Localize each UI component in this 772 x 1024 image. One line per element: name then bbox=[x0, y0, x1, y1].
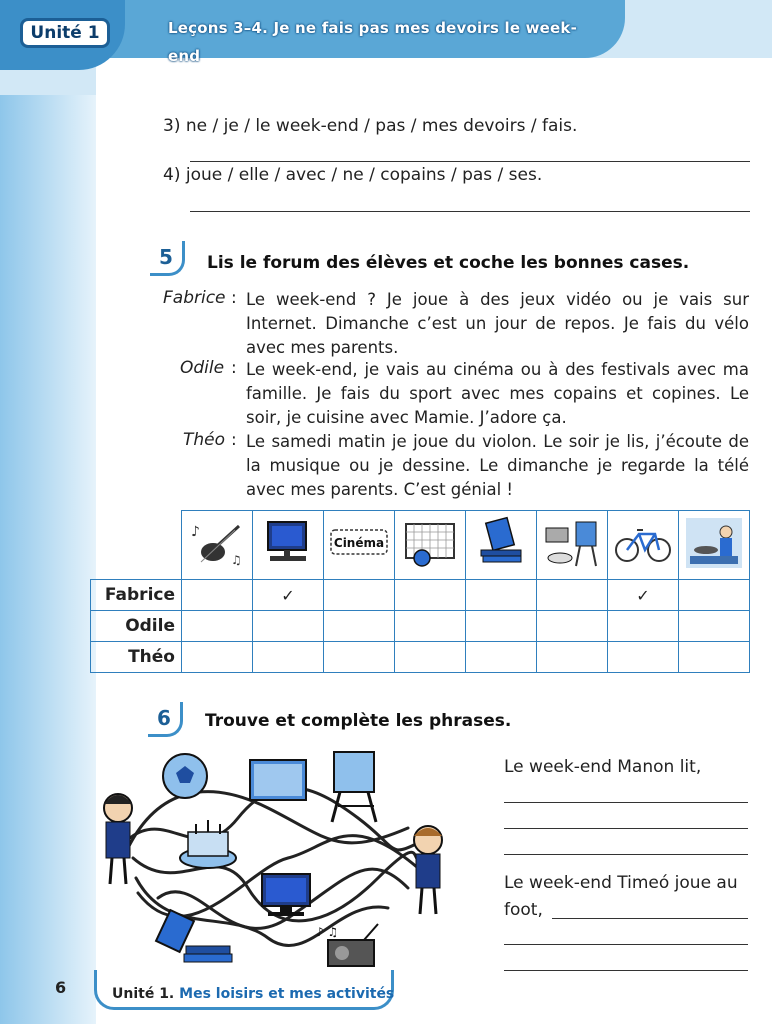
check-cell[interactable] bbox=[182, 642, 253, 673]
exercise-number-badge: 6 bbox=[148, 702, 183, 737]
football-goal-icon bbox=[395, 511, 466, 580]
exercise5-title: Lis le forum des élèves et coche les bonnes cases. bbox=[207, 253, 690, 273]
bicycle-icon bbox=[608, 511, 679, 580]
girl-character bbox=[104, 794, 132, 884]
check-cell[interactable] bbox=[608, 642, 679, 673]
forum-author-odile: Odile bbox=[180, 358, 225, 378]
corner-cell bbox=[91, 511, 182, 580]
check-cell[interactable] bbox=[253, 611, 324, 642]
check-cell[interactable] bbox=[679, 611, 750, 642]
computer-icon bbox=[262, 874, 310, 916]
check-cell[interactable] bbox=[395, 611, 466, 642]
check-cell[interactable] bbox=[537, 580, 608, 611]
check-cell[interactable] bbox=[395, 580, 466, 611]
lesson-title: Leçons 3–4. Je ne fais pas mes devoirs le week-end bbox=[168, 19, 578, 65]
check-cell[interactable]: ✓ bbox=[253, 580, 324, 611]
computer-icon bbox=[253, 511, 324, 580]
row-name: Odile bbox=[91, 611, 182, 642]
check-cell[interactable]: ✓ bbox=[608, 580, 679, 611]
icon-row bbox=[91, 511, 750, 580]
svg-text:♪ ♫: ♪ ♫ bbox=[316, 925, 339, 939]
easel-icon bbox=[332, 752, 376, 822]
answer-line[interactable] bbox=[552, 918, 748, 919]
football-icon bbox=[163, 754, 207, 798]
check-cell[interactable] bbox=[537, 642, 608, 673]
check-cell[interactable] bbox=[182, 580, 253, 611]
table-row bbox=[91, 580, 750, 611]
forum-author-fabrice: Fabrice bbox=[163, 288, 226, 308]
footer-subtitle: Mes loisirs et mes activités bbox=[179, 986, 395, 1002]
page-number: 6 bbox=[55, 978, 67, 997]
forum-author-theo: Théo bbox=[183, 430, 226, 450]
answer-line[interactable] bbox=[504, 802, 748, 803]
svg-text:♪: ♪ bbox=[191, 524, 200, 540]
check-cell[interactable] bbox=[324, 611, 395, 642]
radio-icon bbox=[316, 924, 378, 966]
check-cell[interactable] bbox=[466, 642, 537, 673]
check-cell[interactable] bbox=[679, 580, 750, 611]
check-cell[interactable] bbox=[324, 642, 395, 673]
exercise-number-badge: 5 bbox=[150, 241, 185, 276]
check-cell[interactable] bbox=[324, 580, 395, 611]
row-name: Fabrice bbox=[91, 580, 182, 611]
svg-text:♫: ♫ bbox=[231, 553, 242, 567]
check-cell[interactable] bbox=[253, 642, 324, 673]
exercise6-title: Trouve et complète les phrases. bbox=[205, 711, 512, 731]
exercise4-item-3: 3) ne / je / le week-end / pas / mes devoirs / fais. bbox=[163, 116, 578, 136]
cooking-icon bbox=[679, 511, 750, 580]
forum-post-theo: Le samedi matin je joue du violon. Le soir je lis, j’écoute de la musique ou je dessine. Le dimanche je regarde la télé avec mes parents. C’est génial ! bbox=[246, 432, 749, 499]
forum-post-fabrice: Le week-end ? Je joue à des jeux vidéo ou je vais sur Internet. Dimanche c’est un jour de repos. Je fais du vélo avec mes parents. bbox=[246, 290, 749, 357]
check-cell[interactable] bbox=[466, 580, 537, 611]
answer-line[interactable] bbox=[190, 211, 750, 212]
activity-table bbox=[90, 510, 750, 673]
row-name: Théo bbox=[91, 642, 182, 673]
unit-badge: Unité 1 bbox=[20, 18, 110, 48]
check-cell[interactable] bbox=[608, 611, 679, 642]
footer-title bbox=[112, 986, 394, 1002]
check-cell[interactable] bbox=[395, 642, 466, 673]
painting-easel-icon bbox=[537, 511, 608, 580]
colon: : bbox=[231, 430, 237, 450]
answer-line[interactable] bbox=[504, 828, 748, 829]
answer-line[interactable] bbox=[190, 161, 750, 162]
side-band bbox=[0, 95, 96, 1024]
answer-line[interactable] bbox=[504, 854, 748, 855]
books-icon bbox=[466, 511, 537, 580]
check-cell[interactable] bbox=[466, 611, 537, 642]
table-row bbox=[91, 642, 750, 673]
answer-line[interactable] bbox=[504, 944, 748, 945]
forum-post-odile: Le week-end, je vais au cinéma ou à des festivals avec ma famille. Je fais du sport avec mes copains et copines. Le soir, je cuisine avec Mamie. J’adore ça. bbox=[246, 360, 749, 427]
maze-illustration bbox=[88, 748, 458, 978]
check-cell[interactable] bbox=[182, 611, 253, 642]
sentence-timeo-line2: foot, bbox=[504, 900, 543, 920]
boy-character bbox=[414, 826, 442, 914]
colon: : bbox=[231, 358, 237, 378]
cinema-sign-icon bbox=[324, 511, 395, 580]
sentence-timeo-line1: Le week-end Timeó joue au bbox=[504, 873, 738, 893]
cinema-label: Cinéma bbox=[333, 536, 385, 550]
violin-icon bbox=[182, 511, 253, 580]
check-cell[interactable] bbox=[679, 642, 750, 673]
footer-unit: Unité 1. bbox=[112, 986, 175, 1002]
answer-line[interactable] bbox=[504, 970, 748, 971]
colon: : bbox=[231, 288, 237, 308]
exercise4-item-4: 4) joue / elle / avec / ne / copains / pas / ses. bbox=[163, 165, 543, 185]
sentence-manon: Le week-end Manon lit, bbox=[504, 757, 702, 777]
table-row bbox=[91, 611, 750, 642]
check-cell[interactable] bbox=[537, 611, 608, 642]
festival-poster-icon bbox=[250, 760, 306, 800]
